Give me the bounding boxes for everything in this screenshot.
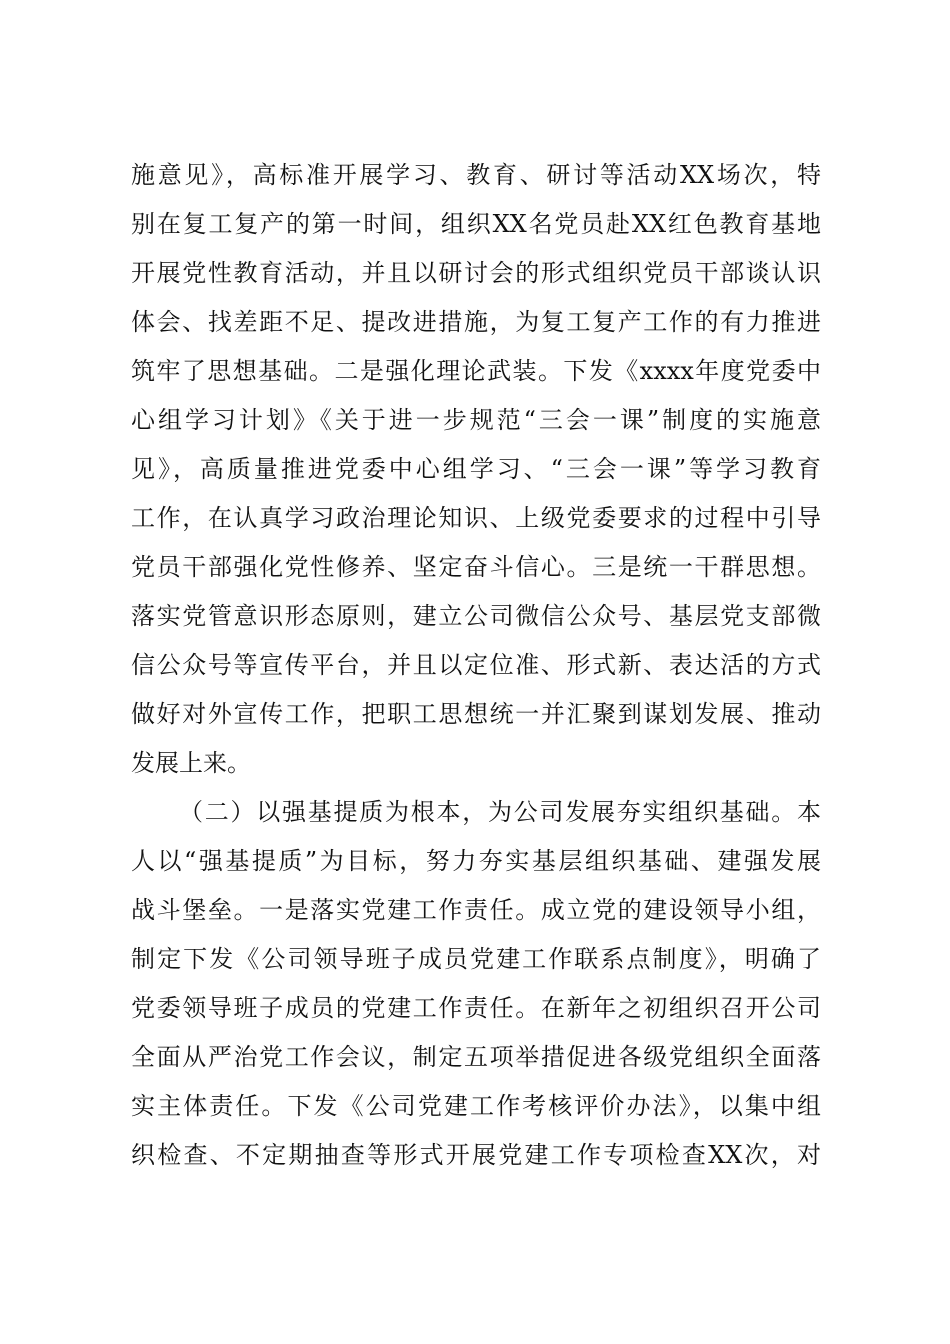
body-line-12: 做好对外宣传工作，把职工思想统一并汇聚到谋划发展、推动 [131,700,821,728]
body-line-10: 落实党管意识形态原则，建立公司微信公众号、基层党支部微 [131,602,821,630]
body-line-16: 战斗堡垒。一是落实党建工作责任。成立党的建设领导小组， [131,896,821,924]
body-line-18: 党委领导班子成员的党建工作责任。在新年之初组织召开公司 [131,994,821,1022]
body-line-3: 开展党性教育活动，并且以研讨会的形式组织党员干部谈认识 [131,259,821,287]
body-line-2: 别在复工复产的第一时间，组织XX名党员赴XX红色教育基地 [131,210,821,238]
body-line-6: 心组学习计划》《关于进一步规范“三会一课”制度的实施意 [131,406,821,434]
body-line-1: 施意见》，高标准开展学习、教育、研讨等活动XX场次，特 [131,161,821,189]
body-line-7: 见》，高质量推进党委中心组学习、“三会一课”等学习教育 [131,455,821,483]
body-line-17: 制定下发《公司领导班子成员党建工作联系点制度》，明确了 [131,945,821,973]
body-line-4: 体会、找差距不足、提改进措施，为复工复产工作的有力推进 [131,308,821,336]
body-line-5: 筑牢了思想基础。二是强化理论武装。下发《xxxx年度党委中 [131,357,821,385]
body-line-20: 实主体责任。下发《公司党建工作考核评价办法》，以集中组 [131,1092,821,1120]
body-line-11: 信公众号等宣传平台，并且以定位准、形式新、表达活的方式 [131,651,821,679]
body-line-19: 全面从严治党工作会议，制定五项举措促进各级党组织全面落 [131,1043,821,1071]
body-line-9: 党员干部强化党性修养、坚定奋斗信心。三是统一干群思想。 [131,553,821,581]
body-line-15: 人以“强基提质”为目标，努力夯实基层组织基础、建强发展 [131,847,821,875]
body-line-13: 发展上来。 [131,749,251,777]
body-line-21: 织检查、不定期抽查等形式开展党建工作专项检查XX次，对 [131,1141,821,1169]
section-heading-line: （二）以强基提质为根本，为公司发展夯实组织基础。本 [179,798,821,826]
body-line-8: 工作，在认真学习政治理论知识、上级党委要求的过程中引导 [131,504,821,532]
